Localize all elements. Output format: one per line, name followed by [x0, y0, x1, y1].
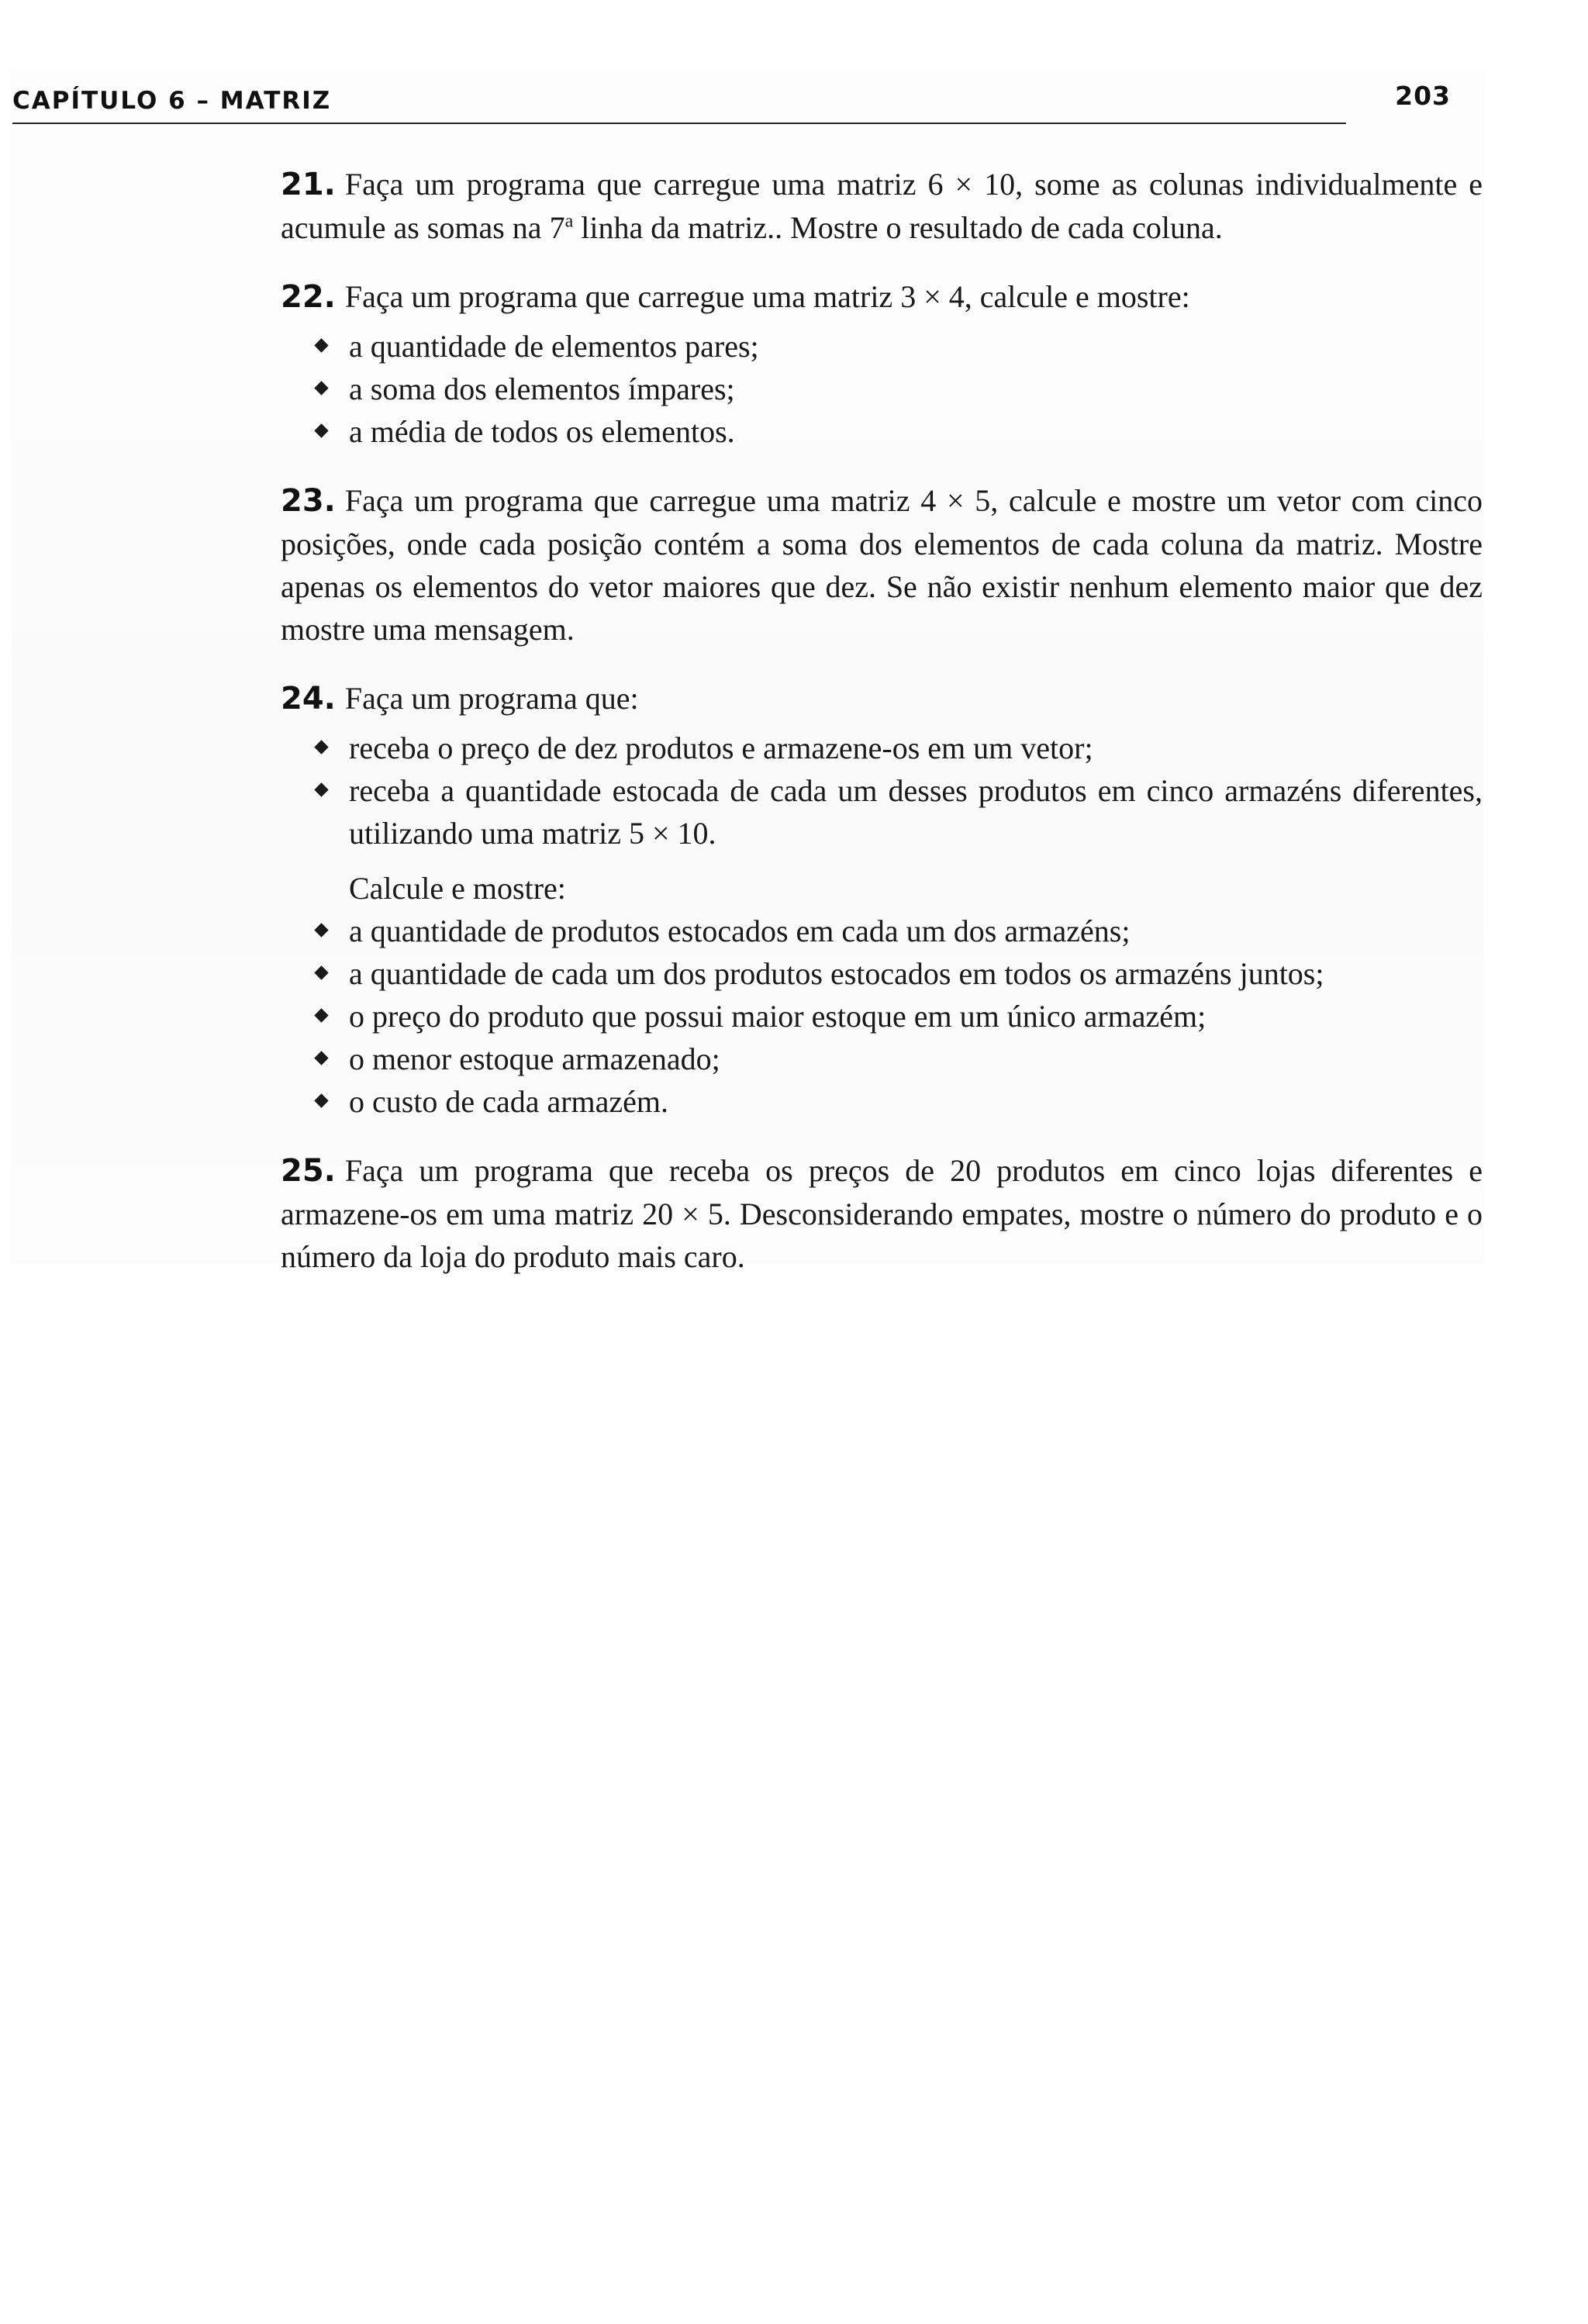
list-item: [349, 952, 1483, 995]
exercise-statement: Faça um programa que:: [344, 681, 639, 716]
list-item-text: o custo de cada armazém.: [349, 1084, 669, 1119]
header-rule: [12, 123, 1346, 124]
list-item-text: receba a quantidade estocada de cada um desses produtos em cinco armazéns diferentes, utilizando uma matriz 5 × 10.: [349, 773, 1483, 851]
diamond-bullet-icon: [314, 1008, 328, 1022]
exercise-23: [281, 479, 1483, 651]
list-item-text: a soma dos elementos ímpares;: [349, 371, 735, 406]
list-item-text: o preço do produto que possui maior estoque em um único armazém;: [349, 999, 1207, 1034]
exercise-22: [281, 275, 1483, 453]
page-header: [12, 78, 1451, 124]
exercise-statement: Faça um programa que carregue uma matriz 3 × 4, calcule e mostre:: [344, 279, 1190, 314]
list-item: [349, 1080, 1483, 1123]
exercise-text: [281, 163, 1483, 249]
list-item-text: a quantidade de cada um dos produtos estocados em todos os armazéns juntos;: [349, 956, 1324, 991]
exercise-text-part: linha da matriz.. Mostre o resultado de cada coluna.: [573, 210, 1223, 245]
list-item: [349, 1038, 1483, 1080]
list-item-text: receba o preço de dez produtos e armazene-os em um vetor;: [349, 730, 1093, 765]
list-item-text: a quantidade de produtos estocados em cada um dos armazéns;: [349, 913, 1131, 948]
diamond-bullet-icon: [314, 965, 328, 979]
exercise-24: [281, 677, 1483, 1123]
chapter-title: CAPÍTULO 6 – MATRIZ: [12, 87, 332, 115]
list-item: [349, 368, 1483, 410]
diamond-bullet-icon: [314, 782, 328, 796]
bullet-list: [281, 910, 1483, 1123]
exercise-number: 25.: [281, 1153, 336, 1189]
exercise-text: [281, 677, 1483, 720]
ordinal-superscript: a: [564, 211, 574, 232]
list-item: [349, 910, 1483, 952]
diamond-bullet-icon: [314, 338, 328, 352]
bullet-list: [281, 727, 1483, 855]
list-item-text: a quantidade de elementos pares;: [349, 329, 759, 364]
diamond-bullet-icon: [314, 1093, 328, 1107]
exercise-number: 22.: [281, 279, 336, 315]
list-item: [349, 769, 1483, 855]
exercise-statement: Faça um programa que receba os preços de 20 produtos em cinco lojas diferentes e armazene-os em uma matriz 20 × 5. Desconsiderando empates, mostre o número do produto e o número da loja do produto mais caro.: [281, 1153, 1483, 1274]
exercise-number: 24.: [281, 681, 336, 717]
exercise-text: [281, 1149, 1483, 1278]
exercise-text: [281, 275, 1483, 319]
exercise-list: [281, 163, 1483, 1304]
diamond-bullet-icon: [314, 381, 328, 395]
exercise-number: 23.: [281, 483, 336, 519]
exercise-number: 21.: [281, 167, 336, 202]
exercise-21: [281, 163, 1483, 249]
exercise-statement: Faça um programa que carregue uma matriz 4 × 5, calcule e mostre um vetor com cinco posições, onde cada posição contém a soma dos elementos de cada coluna da matriz. Mostre apenas os elementos do vetor maiores que dez. Se não existir nenhum elemento maior que dez mostre uma mensagem.: [281, 483, 1483, 647]
page-number: 203: [1395, 81, 1451, 111]
exercise-25: [281, 1149, 1483, 1278]
list-item: [349, 995, 1483, 1038]
diamond-bullet-icon: [314, 1051, 328, 1065]
list-item: [349, 410, 1483, 453]
exercise-subheading: Calcule e mostre:: [349, 871, 566, 906]
exercise-text-part: Faça um programa que carregue uma matriz 6 × 10, some as colunas individualmente e acumule as somas na 7: [281, 167, 1483, 245]
list-item-text: o menor estoque armazenado;: [349, 1041, 720, 1076]
bullet-list: [281, 325, 1483, 453]
list-item-text: a média de todos os elementos.: [349, 414, 735, 449]
exercise-text: [281, 479, 1483, 651]
list-item: [349, 325, 1483, 368]
diamond-bullet-icon: [314, 923, 328, 937]
diamond-bullet-icon: [314, 423, 328, 437]
diamond-bullet-icon: [314, 740, 328, 754]
list-item: [349, 727, 1483, 769]
